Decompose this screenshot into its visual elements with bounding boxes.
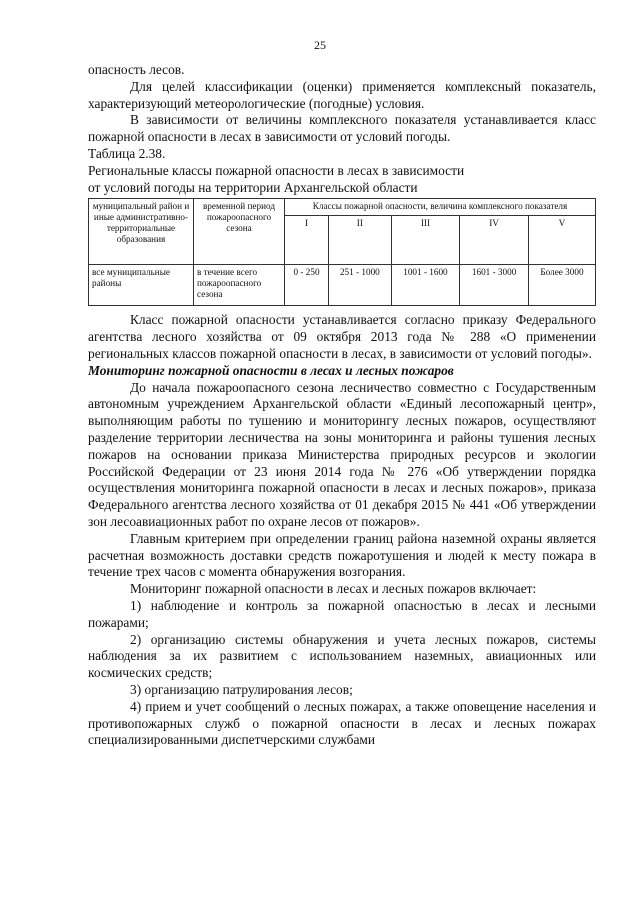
table-header-row [89, 199, 596, 216]
table-header-cell: временной период пожароопасного сезона [194, 199, 285, 265]
fire-class-table [88, 198, 596, 306]
paragraph: Для целей классификации (оценки) применяется комплексный показатель, характеризующий метеорологические (погодные) условия. [88, 78, 596, 111]
list-item: 3) организацию патрулирования лесов; [130, 681, 353, 697]
table-cell: 1601 - 3000 [460, 265, 529, 306]
table-row [89, 265, 596, 306]
table-cell: 1001 - 1600 [391, 265, 460, 306]
paragraph: Класс пожарной опасности устанавливается согласно приказу Федерального агентства лесного хозяйства от 09 октября 2013 года № 288 «О применении региональных классов пожарной опасности в лесах, в зависимости от условий погоды». [88, 312, 596, 361]
table-cell: все муниципальные районы [89, 265, 194, 306]
table-cell: 251 - 1000 [329, 265, 392, 306]
table-class-header: II [329, 216, 392, 265]
table-cell: в течение всего пожароопасного сезона [194, 265, 285, 306]
section-heading: Мониторинг пожарной опасности в лесах и лесных пожаров [88, 362, 454, 378]
table-caption-line: от условий погоды на территории Архангельской области [88, 179, 418, 195]
paragraph: В зависимости от величины комплексного показателя устанавливается класс пожарной опасности в лесах в зависимости от условий погоды. [88, 112, 596, 145]
table-header-group: Классы пожарной опасности, величина комплексного показателя [285, 199, 596, 216]
table-class-header: III [391, 216, 460, 265]
paragraph: До начала пожароопасного сезона лесничество совместно с Государственным автономным учреждением Архангельской области «Единый лесопожарный центр», выполняющим работы по тушению и мониторингу лесных пожаров, осуществляют разделение территории лесничества на зоны мониторинга и районы тушения лесных пожаров на основании приказа Министерства природных ресурсов и экологии Российской Федерации от 23 июня 2014 года № 276 «Об утверждении порядка осуществления мониторинга пожарной опасности в лесах и лесных пожаров», приказа Федерального агентства лесного хозяйства от 01 декабря 2015 № 441 «Об утверждении зон лесоавиационных работ по охране лесов от пожаров». [88, 379, 596, 529]
table-number: Таблица 2.38. [88, 145, 166, 161]
paragraph: Мониторинг пожарной опасности в лесах и лесных пожаров включает: [130, 581, 537, 597]
table-cell: Более 3000 [528, 265, 595, 306]
list-item: 2) организацию системы обнаружения и учета лесных пожаров, системы наблюдения за их развитием с использованием наземных, авиационных или космических средств; [88, 631, 596, 681]
table-header-cell: муниципальный район и иные административно-территориальные образования [89, 199, 194, 265]
table-caption-line: Региональные классы пожарной опасности в лесах в зависимости [88, 162, 465, 178]
page-number: 25 [314, 38, 326, 52]
page-content [88, 62, 596, 749]
table-class-header: IV [460, 216, 529, 265]
list-item: 4) прием и учет сообщений о лесных пожарах, а также оповещение населения и противопожарных служб о пожарной опасности в лесах и лесных пожарах специализированными диспетчерскими службами [88, 698, 596, 748]
table-class-header: V [528, 216, 595, 265]
paragraph: Главным критерием при определении границ района наземной охраны является расчетная возможность доставки средств пожаротушения и людей к месту пожара в течение трех часов с момента обнаружения возгорания. [88, 530, 596, 580]
paragraph: опасность лесов. [88, 62, 185, 77]
list-item: 1) наблюдение и контроль за пожарной опасностью в лесах и лесными пожарами; [88, 597, 596, 630]
table-class-header: I [285, 216, 329, 265]
table-cell: 0 - 250 [285, 265, 329, 306]
